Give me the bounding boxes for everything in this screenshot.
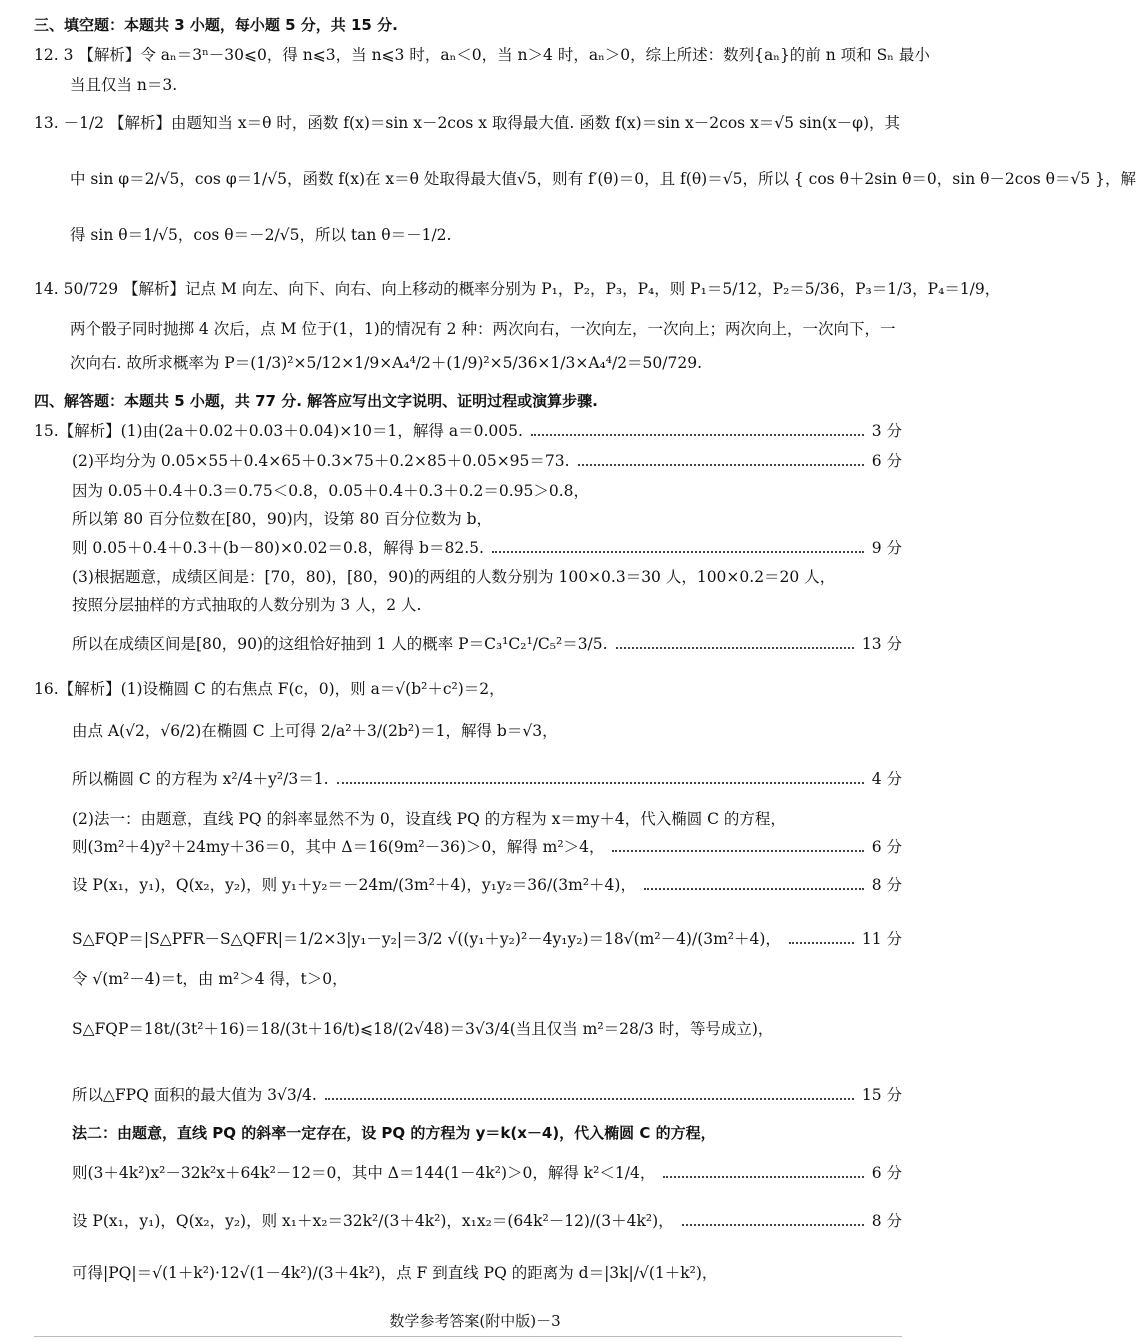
dot-leader [663, 1176, 863, 1178]
answer-text: S△FQP＝|S△PFR－S△QFR|＝1/2×3|y₁－y₂|＝3/2 √((y₁＋y₂)²－4y₁y₂)＝18√(m²－4)/(3m²＋4)， [72, 930, 781, 948]
answer-line: S△FQP＝18t/(3t²＋16)＝18/(3t＋16/t)⩽18/(2√48)＝3√3/4(当且仅当 m²＝28/3 时，等号成立)， [72, 1020, 774, 1038]
answer-line: 因为 0.05＋0.4＋0.3＝0.75＜0.8，0.05＋0.4＋0.3＋0.2＝0.95＞0.8， [72, 482, 590, 500]
answer-line: 14. 50/729 【解析】记点 M 向左、向下、向右、向上移动的概率分别为 P₁，P₂，P₃，P₄，则 P₁＝5/12，P₂＝5/36，P₃＝1/3，P₄＝1/9， [34, 280, 1001, 298]
score-points: 6 分 [871, 838, 902, 856]
answer-line: 由点 A(√2，√6/2)在椭圆 C 上可得 2/a²＋3/(2b²)＝1，解得 b＝√3， [72, 722, 558, 740]
answer-line: 法二：由题意，直线 PQ 的斜率一定存在，设 PQ 的方程为 y＝k(x－4)，代入椭圆 C 的方程， [72, 1124, 716, 1142]
answer-text: (2)平均分为 0.05×55＋0.4×65＋0.3×75＋0.2×85＋0.05×95＝73. [72, 452, 570, 470]
answer-line [72, 633, 902, 655]
answer-line: (2)法一：由题意，直线 PQ 的斜率显然不为 0，设直线 PQ 的方程为 x＝my＋4，代入椭圆 C 的方程， [72, 810, 786, 828]
answer-line: 13. －1/2 【解析】由题知当 x＝θ 时，函数 f(x)＝sin x－2cos x 取得最大值. 函数 f(x)＝sin x－2cos x＝√5 sin(x－φ)，其 [34, 114, 901, 132]
answer-line: 16.【解析】(1)设椭圆 C 的右焦点 F(c，0)，则 a＝√(b²＋c²)＝2， [34, 680, 505, 698]
answer-line: 可得|PQ|＝√(1＋k²)·12√(1－4k²)/(3＋4k²)，点 F 到直线 PQ 的距离为 d＝|3k|/√(1＋k²)， [72, 1264, 718, 1282]
dot-leader [325, 1098, 854, 1100]
dot-leader [492, 551, 864, 553]
answer-line [34, 420, 902, 442]
answer-text: 则 0.05＋0.4＋0.3＋(b－80)×0.02＝0.8，解得 b＝82.5. [72, 539, 484, 557]
answer-line: 次向右. 故所求概率为 P＝(1/3)²×5/12×1/9×A₄⁴/2＋(1/9)²×5/36×1/3×A₄⁴/2＝50/729. [70, 354, 703, 372]
score-points: 8 分 [871, 1212, 902, 1230]
answer-text: 所以椭圆 C 的方程为 x²/4＋y²/3＝1. [72, 770, 329, 788]
answer-line: 中 sin φ＝2/√5，cos φ＝1/√5，函数 f(x)在 x＝θ 处取得最大值√5，则有 f′(θ)＝0，且 f(θ)＝√5，所以 { cos θ＋2sin θ＝0，sin θ－2cos θ＝√5 }，解 [70, 170, 1136, 188]
dot-leader [789, 942, 854, 944]
answer-line [72, 1210, 902, 1232]
score-points: 6 分 [871, 1164, 902, 1182]
score-points: 8 分 [871, 876, 902, 894]
page-footer: 数学参考答案(附中版)－3 [389, 1312, 561, 1330]
answer-line [72, 1162, 902, 1184]
dot-leader [682, 1224, 864, 1226]
answer-line [72, 928, 902, 950]
answer-line [72, 874, 902, 896]
score-points: 15 分 [861, 1086, 902, 1104]
answer-text: 设 P(x₁，y₁)，Q(x₂，y₂)，则 y₁＋y₂＝－24m/(3m²＋4)，y₁y₂＝36/(3m²＋4)， [72, 876, 636, 894]
section-heading: 三、填空题：本题共 3 小题，每小题 5 分，共 15 分. [34, 16, 398, 34]
answer-text: 所以△FPQ 面积的最大值为 3√3/4. [72, 1086, 317, 1104]
answer-text: 所以在成绩区间是[80，90)的这组恰好抽到 1 人的概率 P＝C₃¹C₂¹/C₅²＝3/5. [72, 635, 608, 653]
answer-text: 则(3＋4k²)x²－32k²x＋64k²－12＝0，其中 Δ＝144(1－4k²)＞0，解得 k²＜1/4， [72, 1164, 656, 1182]
dot-leader [616, 647, 854, 649]
score-points: 6 分 [871, 452, 902, 470]
score-points: 3 分 [871, 422, 902, 440]
answer-line [72, 450, 902, 472]
answer-text: 15.【解析】(1)由(2a＋0.02＋0.03＋0.04)×10＝1，解得 a＝0.005. [34, 422, 523, 440]
answer-line: 当且仅当 n＝3. [70, 76, 178, 94]
answer-line [72, 836, 902, 858]
answer-text: 则(3m²＋4)y²＋24my＋36＝0，其中 Δ＝16(9m²－36)＞0，解得 m²＞4， [72, 838, 605, 856]
answer-line: (3)根据题意，成绩区间是：[70，80)，[80，90)的两组的人数分别为 100×0.3＝30 人，100×0.2＝20 人， [72, 568, 836, 586]
answer-line: 得 sin θ＝1/√5，cos θ＝－2/√5，所以 tan θ＝－1/2. [70, 226, 452, 244]
footer-rule [34, 1336, 902, 1337]
answer-line [72, 1084, 902, 1106]
answer-text: 设 P(x₁，y₁)，Q(x₂，y₂)，则 x₁＋x₂＝32k²/(3＋4k²)，x₁x₂＝(64k²－12)/(3＋4k²)， [72, 1212, 674, 1230]
score-points: 9 分 [871, 539, 902, 557]
answer-line: 所以第 80 百分位数在[80，90)内，设第 80 百分位数为 b， [72, 510, 493, 528]
dot-leader [612, 850, 863, 852]
answer-line: 按照分层抽样的方式抽取的人数分别为 3 人，2 人. [72, 596, 422, 614]
section-heading: 四、解答题：本题共 5 小题，共 77 分. 解答应写出文字说明、证明过程或演算步骤. [34, 392, 598, 410]
score-points: 13 分 [861, 635, 902, 653]
answer-line [72, 537, 902, 559]
score-points: 11 分 [861, 930, 902, 948]
dot-leader [644, 888, 864, 890]
dot-leader [337, 782, 864, 784]
score-points: 4 分 [871, 770, 902, 788]
answer-line [72, 768, 902, 790]
answer-line: 12. 3 【解析】令 aₙ＝3ⁿ－30⩽0，得 n⩽3，当 n⩽3 时，aₙ＜0，当 n＞4 时，aₙ＞0，综上所述：数列{aₙ}的前 n 项和 Sₙ 最小 [34, 46, 930, 64]
dot-leader [578, 464, 864, 466]
answer-line: 令 √(m²－4)＝t，由 m²＞4 得，t＞0， [72, 970, 348, 988]
dot-leader [531, 434, 864, 436]
answer-line: 两个骰子同时抛掷 4 次后，点 M 位于(1，1)的情况有 2 种：两次向右，一次向左，一次向上；两次向上，一次向下，一 [70, 320, 896, 338]
